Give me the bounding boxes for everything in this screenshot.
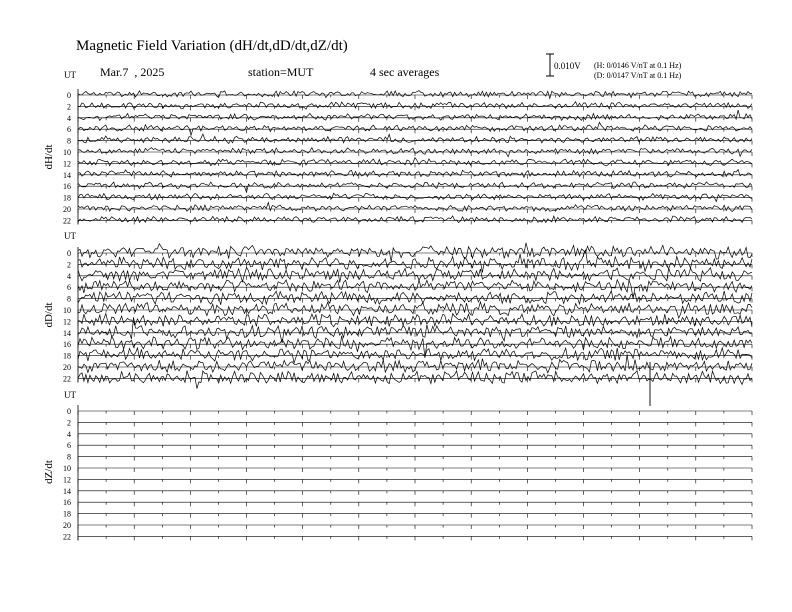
hour-ticks bbox=[78, 502, 752, 506]
hour-label: 8 bbox=[67, 136, 71, 146]
trace-line bbox=[78, 122, 752, 135]
hour-label: 4 bbox=[67, 113, 71, 123]
hour-ticks bbox=[78, 321, 752, 325]
averaging-label: 4 sec averages bbox=[370, 65, 440, 79]
hour-label: 16 bbox=[63, 182, 71, 192]
hour-label: 14 bbox=[63, 486, 71, 496]
hour-ticks bbox=[78, 445, 752, 449]
station-label: station=MUT bbox=[248, 65, 314, 79]
ut-label: UT bbox=[64, 70, 76, 80]
hour-ticks bbox=[78, 514, 752, 518]
hour-ticks bbox=[78, 479, 752, 483]
hour-label: 2 bbox=[67, 418, 71, 428]
hour-label: 22 bbox=[63, 532, 71, 542]
scale-h-sensitivity: (H: 0/0146 V/nT at 0.1 Hz) bbox=[594, 61, 682, 70]
hour-ticks bbox=[78, 411, 752, 415]
hour-label: 10 bbox=[63, 306, 71, 315]
date-label: Mar.7 , 2025 bbox=[100, 65, 165, 79]
hour-label: 14 bbox=[63, 170, 71, 180]
hour-label: 16 bbox=[63, 498, 71, 508]
hour-label: 14 bbox=[63, 328, 71, 338]
hour-ticks bbox=[78, 457, 752, 461]
hour-ticks bbox=[78, 525, 752, 529]
hour-label: 4 bbox=[67, 271, 71, 281]
trace-line bbox=[78, 291, 752, 305]
hour-ticks bbox=[78, 434, 752, 438]
trace-line bbox=[78, 280, 752, 299]
hour-ticks bbox=[78, 276, 752, 280]
hour-label: 12 bbox=[63, 317, 71, 327]
hour-label: 22 bbox=[63, 216, 71, 226]
hour-label: 8 bbox=[67, 294, 71, 304]
hour-label: 20 bbox=[63, 205, 71, 214]
hour-ticks bbox=[78, 118, 752, 122]
panel-dz-dt bbox=[43, 390, 752, 541]
hour-ticks bbox=[78, 422, 752, 426]
hour-label: 4 bbox=[67, 429, 71, 439]
chart-title: Magnetic Field Variation (dH/dt,dD/dt,dZ/dt) bbox=[76, 38, 348, 54]
hour-label: 2 bbox=[67, 102, 71, 112]
hour-label: 6 bbox=[67, 283, 71, 293]
ut-label: UT bbox=[64, 390, 76, 400]
hour-label: 20 bbox=[63, 363, 71, 372]
scale-d-sensitivity: (D: 0/0147 V/nT at 0.1 Hz) bbox=[594, 71, 682, 80]
panel-ylabel: dD/dt bbox=[43, 302, 55, 328]
panel-dd-dt bbox=[43, 231, 752, 406]
hour-label: 20 bbox=[63, 521, 71, 530]
hour-ticks bbox=[78, 491, 752, 495]
hour-label: 10 bbox=[63, 148, 71, 157]
hour-label: 18 bbox=[63, 509, 71, 519]
hour-label: 18 bbox=[63, 351, 71, 361]
hour-ticks bbox=[78, 356, 752, 360]
hour-label: 10 bbox=[63, 464, 71, 473]
hour-ticks bbox=[78, 310, 752, 314]
trace-line bbox=[78, 268, 752, 283]
hour-ticks bbox=[78, 95, 752, 99]
hour-label: 0 bbox=[67, 249, 71, 258]
hour-label: 0 bbox=[67, 407, 71, 416]
hour-label: 6 bbox=[67, 441, 71, 451]
hour-ticks bbox=[78, 198, 752, 202]
hour-label: 18 bbox=[63, 193, 71, 203]
hour-label: 22 bbox=[63, 374, 71, 384]
trace-line bbox=[78, 216, 752, 223]
hour-label: 12 bbox=[63, 475, 71, 485]
hour-label: 16 bbox=[63, 340, 71, 350]
hour-ticks bbox=[78, 106, 752, 110]
hour-ticks bbox=[78, 536, 752, 540]
scale-bar bbox=[546, 54, 554, 76]
panel-ylabel: dZ/dt bbox=[43, 460, 55, 484]
hour-label: 0 bbox=[67, 91, 71, 100]
hour-ticks bbox=[78, 175, 752, 179]
hour-ticks bbox=[78, 468, 752, 472]
hour-label: 6 bbox=[67, 125, 71, 135]
hour-label: 8 bbox=[67, 452, 71, 462]
hour-label: 2 bbox=[67, 260, 71, 270]
panel-ylabel: dH/dt bbox=[43, 144, 55, 170]
hour-label: 12 bbox=[63, 159, 71, 169]
scale-voltage: 0.010V bbox=[554, 61, 581, 71]
ut-label: UT bbox=[64, 231, 76, 241]
panel-dh-dt bbox=[43, 70, 752, 225]
